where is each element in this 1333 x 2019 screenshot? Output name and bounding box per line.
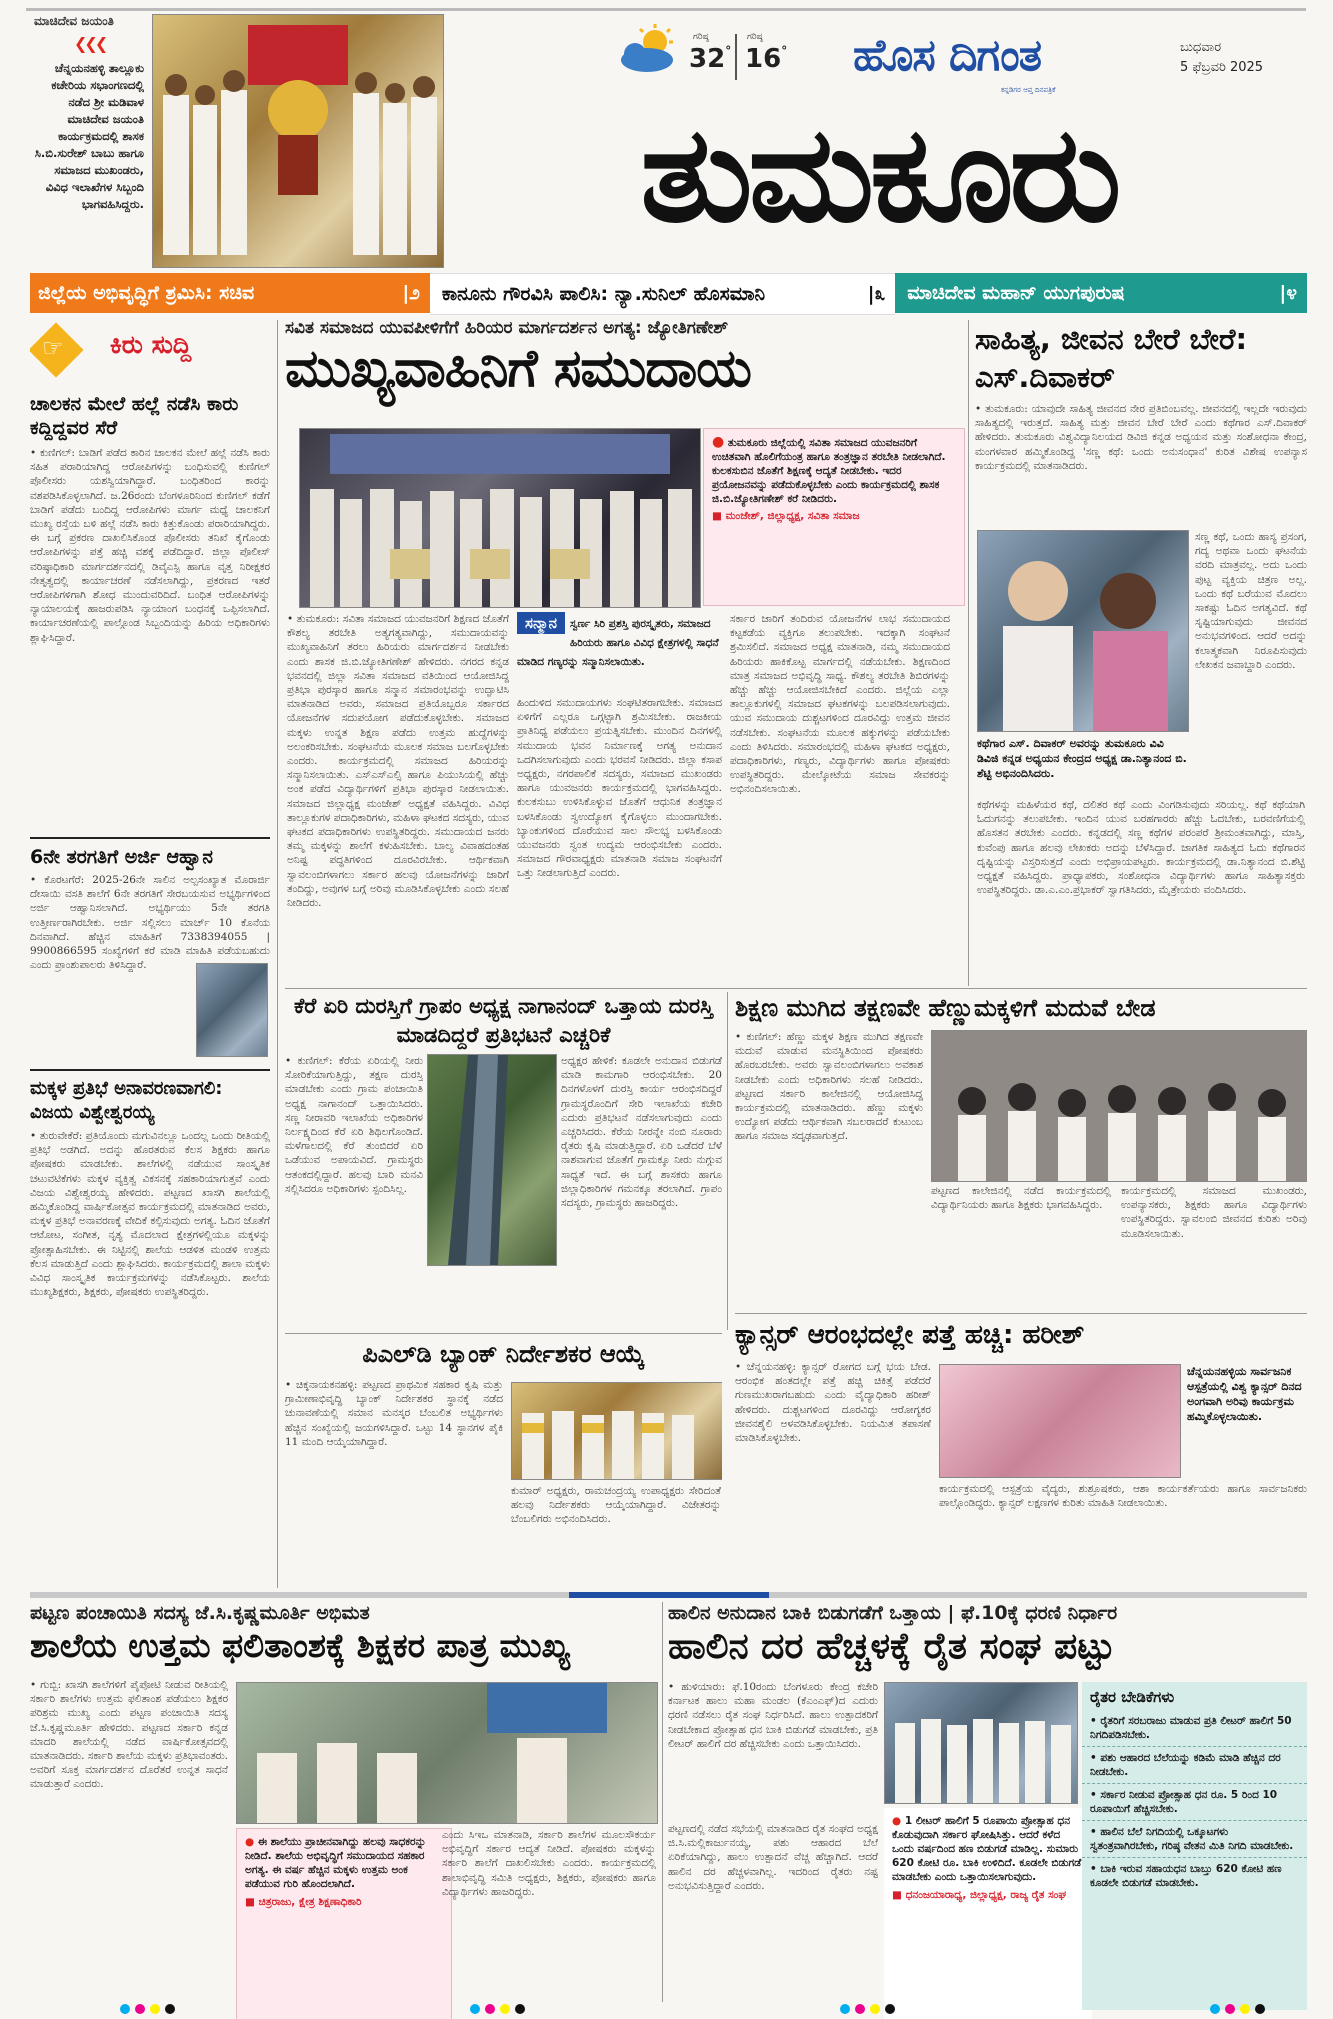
- marriage-body-1: • ಕುಣಿಗಲ್: ಹೆಣ್ಣು ಮಕ್ಕಳ ಶಿಕ್ಷಣ ಮುಗಿದ ತಕ್ಷಣವೇ ಮದುವೆ ಮಾಡುವ ಮನಸ್ಥಿತಿಯಿಂದ ಪೋಷಕರು ಹೊರಬರಬೇಕು. ಅವರು ಸ್ವಾವಲಂಬಿಗಳಾಗಲು ಅವಕಾಶ ನೀಡಬೇಕು ಎಂದು ಅಧಿಕಾರಿಗಳು ಸಲಹೆ ನೀಡಿದರು. ಪಟ್ಟಣದ ಸರ್ಕಾರಿ ಕಾಲೇಜಿನಲ್ಲಿ ಆಯೋಜಿಸಿದ್ದ ಕಾರ್ಯಕ್ರಮದಲ್ಲಿ ಮಾತನಾಡಿದರು. ಹೆಣ್ಣು ಮಕ್ಕಳು ಉದ್ಯೋಗ ಪಡೆದು ಆರ್ಥಿಕವಾಗಿ ಸಬಲರಾದರೆ ಕುಟುಂಬ ಹಾಗೂ ಸಮಾಜ ಸದೃಢವಾಗುತ್ತದೆ.: [735, 1031, 923, 1143]
- pointing-hand-icon: ☞: [42, 334, 64, 362]
- lead-body-3: ಸರ್ಕಾರ ಜಾರಿಗೆ ತಂದಿರುವ ಯೋಜನೆಗಳ ಲಾಭ ಸಮುದಾಯದ ಕಟ್ಟಕಡೆಯ ವ್ಯಕ್ತಿಗೂ ತಲುಪಬೇಕು. ಇದಕ್ಕಾಗಿ ಸಂಘಟನೆ ಶ್ರಮಿಸಲಿದೆ. ಸಮಾಜದ ಅಧ್ಯಕ್ಷ ಮಾತನಾಡಿ, ನಮ್ಮ ಸಮುದಾಯದ ಹಿರಿಯರು ಹಾಕಿಕೊಟ್ಟ ಮಾರ್ಗದಲ್ಲಿ ನಡೆಯಬೇಕು. ಶಿಕ್ಷಣದಿಂದ ಮಾತ್ರ ಸಮಾಜದ ಅಭಿವೃದ್ಧಿ ಸಾಧ್ಯ. ಕೌಶಲ್ಯ ತರಬೇತಿ ಶಿಬಿರಗಳನ್ನು ಹೆಚ್ಚು ಹೆಚ್ಚು ಆಯೋಜಿಸಬೇಕಿದೆ ಎಂದರು. ಜಿಲ್ಲೆಯ ಎಲ್ಲಾ ತಾಲ್ಲೂಕುಗಳಲ್ಲಿ ಸಮಾಜದ ಘಟಕಗಳನ್ನು ಬಲಪಡಿಸಲಾಗುವುದು. ಯುವ ಸಮುದಾಯ ದುಶ್ಚಟಗಳಿಂದ ದೂರವಿದ್ದು ಉತ್ತಮ ಜೀವನ ನಡೆಸಬೇಕು. ಸಂಘಟನೆಯ ಮೂಲಕ ಹಕ್ಕುಗಳನ್ನು ಪಡೆಯಬೇಕು ಎಂದು ತಿಳಿಸಿದರು. ಸಮಾರಂಭದಲ್ಲಿ ಮಹಿಳಾ ಘಟಕದ ಅಧ್ಯಕ್ಷರು, ಪದಾಧಿಕಾರಿಗಳು, ಗಣ್ಯರು, ವಿದ್ಯಾರ್ಥಿಗಳು ಹಾಗೂ ಪೋಷಕರು ಉಪಸ್ಥಿತರಿದ್ದರು. ಮೇಲ್ಕೋಟೆಯ ಸಮಾಜ ಸೇವಕರನ್ನು ಅಭಿನಂದಿಸಲಾಯಿತು.: [730, 613, 950, 796]
- milk-kicker: ಹಾಲಿನ ಅನುದಾನ ಬಾಕಿ ಬಿಡುಗಡೆಗೆ ಒತ್ತಾಯ | ಫೆ.10ಕ್ಕೆ ಧರಣಿ ನಿರ್ಧಾರ: [668, 1602, 1118, 1624]
- school-photo: [236, 1682, 658, 1824]
- school-caption: ● ಈ ಶಾಲೆಯು ಪ್ರಾಚೀನವಾಗಿದ್ದು ಹಲವು ಸಾಧಕರನ್ನು ನೀಡಿದೆ. ಶಾಲೆಯ ಅಭಿವೃದ್ಧಿಗೆ ಸಮುದಾಯದ ಸಹಕಾರ ಅಗತ್ಯ. ಈ ವರ್ಷ ಹೆಚ್ಚಿನ ಮಕ್ಕಳು ಉತ್ತಮ ಅಂಕ ಪಡೆಯುವ ಗುರಿ ಹೊಂದಲಾಗಿದೆ. ■ ಚಿತ್ರರಾಜು, ಕ್ಷೇತ್ರ ಶಿಕ್ಷಣಾಧಿಕಾರಿ: [236, 1828, 452, 2019]
- milk-caption: ● 1 ಲೀಟರ್ ಹಾಲಿಗೆ 5 ರೂಪಾಯಿ ಪ್ರೋತ್ಸಾಹ ಧನ ಕೊಡುವುದಾಗಿ ಸರ್ಕಾರ ಘೋಷಿಸಿತ್ತು. ಆದರೆ ಕಳೆದ ಒಂದು ವರ್ಷದಿಂದ ಹಣ ಬಿಡುಗಡೆ ಮಾಡಿಲ್ಲ. ಸುಮಾರು 620 ಕೋಟಿ ರೂ. ಬಾಕಿ ಉಳಿದಿದೆ. ಕೂಡಲೇ ಬಿಡುಗಡೆ ಮಾಡಬೇಕು ಎಂದು ಒತ್ತಾಯಿಸಲಾಗುವುದು. ■ ಧನಂಜಯಾರಾಧ್ಯ, ಜಿಲ್ಲಾಧ್ಯಕ್ಷ, ರಾಜ್ಯ ರೈತ ಸಂಘ: [884, 1808, 1092, 2019]
- pld-photo: [511, 1382, 722, 1480]
- kiru-story-2-head: 6ನೇ ತರಗತಿಗೆ ಅರ್ಜಿ ಆಹ್ವಾನ: [30, 846, 213, 868]
- demand-3: • ಸರ್ಕಾರ ನೀಡುವ ಪ್ರೋತ್ಸಾಹ ಧನ ರೂ. 5 ರಿಂದ 10 ರೂಪಾಯಿಗೆ ಹೆಚ್ಚಿಸಬೇಕು.: [1082, 1784, 1307, 1821]
- index-item-3[interactable]: [895, 273, 1307, 313]
- demand-2: • ಪಶು ಆಹಾರದ ಬೆಲೆಯನ್ನು ಕಡಿಮೆ ಮಾಡಿ ಹೆಚ್ಚಿನ ದರ ನೀಡಬೇಕು.: [1082, 1747, 1307, 1784]
- demands-title: ರೈತರ ಬೇಡಿಕೆಗಳು: [1090, 1688, 1175, 1706]
- index-item-3-label: ಮಾಚಿದೇವ ಮಹಾನ್ ಯುಗಪುರುಷ: [907, 282, 1125, 304]
- demand-4: • ಹಾಲಿನ ಬೆಲೆ ನಿಗದಿಯಲ್ಲಿ ಒಕ್ಕೂಟಗಳು ಸ್ವತಂತ್ರವಾಗಿರಬೇಕು, ಗರಿಷ್ಠ ವೇತನ ಮಿತಿ ನಿಗದಿ ಮಾಡಬೇಕು.: [1082, 1821, 1307, 1858]
- diwakar-body-2: ಕಥೆಗಳನ್ನು ಮಹಿಳೆಯರ ಕಥೆ, ದಲಿತರ ಕಥೆ ಎಂದು ವಿಂಗಡಿಸುವುದು ಸರಿಯಲ್ಲ. ಕಥೆ ಕಥೆಯಾಗಿ ಓದುಗನನ್ನು ತಲುಪಬೇಕು. ಇಂದಿನ ಯುವ ಬರಹಗಾರರು ಹೆಚ್ಚು ಓದಬೇಕು, ಬರವಣಿಗೆಯಲ್ಲಿ ಹೊಸತನ ತರಬೇಕು ಎಂದರು. ಕನ್ನಡದಲ್ಲಿ ಸಣ್ಣ ಕಥೆಗಳ ಪರಂಪರೆ ಶ್ರೀಮಂತವಾಗಿದ್ದು, ಮಾಸ್ತಿ, ಕುವೆಂಪು ಹಾಗೂ ಹಲವು ಲೇಖಕರು ಅದನ್ನು ಬೆಳೆಸಿದ್ದಾರೆ. ಜಾಗತಿಕ ಸಾಹಿತ್ಯದ ಓದು ಕಥೆಗಾರನ ದೃಷ್ಟಿಯನ್ನು ವಿಸ್ತರಿಸುತ್ತದೆ ಎಂದು ಅಭಿಪ್ರಾಯಪಟ್ಟರು. ಕಾರ್ಯಕ್ರಮದಲ್ಲಿ ಡಾ.ನಿತ್ಯಾನಂದ ಬಿ.ಶೆಟ್ಟಿ ಅಧ್ಯಕ್ಷತೆ ವಹಿಸಿದ್ದರು. ಪ್ರಾಧ್ಯಾಪಕರು, ಸಂಶೋಧನಾ ವಿದ್ಯಾರ್ಥಿಗಳು ಹಾಗೂ ಸಾಹಿತ್ಯಾಸಕ್ತರು ಉಪಸ್ಥಿತರಿದ್ದರು. ಡಾ.ಎ.ಎಂ.ಪ್ರಭಾಕರ್ ಸ್ವಾಗತಿಸಿದರು, ಮೈತ್ರೇಯರು ವಂದಿಸಿದರು.: [977, 799, 1305, 897]
- weather-max: 32°: [689, 44, 732, 74]
- brand-sub: ಕನ್ನಡಿಗರ ಆಪ್ತ ದಿನಪತ್ರಿಕೆ: [1001, 86, 1056, 94]
- row-rule-1: [285, 988, 1307, 989]
- kiru-header: [30, 320, 270, 380]
- kiru-story-3-head: ಮಕ್ಕಳ ಪ್ರತಿಭೆ ಅನಾವರಣವಾಗಲಿ: ವಿಜಯ ವಿಶ್ವೇಶ್ವರಯ್ಯ: [30, 1078, 223, 1123]
- kiru-column: [30, 320, 270, 1588]
- bottom-band-rule: [30, 1592, 1307, 1598]
- demand-1: • ರೈತರಿಗೆ ಸರಬರಾಜು ಮಾಡುವ ಪ್ರತಿ ಲೀಟರ್ ಹಾಲಿಗೆ 50 ನಿಗದಿಪಡಿಸಬೇಕು.: [1082, 1710, 1307, 1747]
- brand-logo: ಹೊಸ ದಿಗಂತ: [853, 30, 1042, 81]
- marriage-headline: ಶಿಕ್ಷಣ ಮುಗಿದ ತಕ್ಷಣವೇ ಹೆಣ್ಣುಮಕ್ಕಳಿಗೆ ಮದುವೆ ಬೇಡ: [735, 994, 1156, 1022]
- pld-body-1: • ಚಿಕ್ಕನಾಯಕನಹಳ್ಳಿ: ಪಟ್ಟಣದ ಪ್ರಾಥಮಿಕ ಸಹಕಾರ ಕೃಷಿ ಮತ್ತು ಗ್ರಾಮೀಣಾಭಿವೃದ್ಧಿ ಬ್ಯಾಂಕ್ ನಿರ್ದೇಶಕರ ಸ್ಥಾನಕ್ಕೆ ನಡೆದ ಚುನಾವಣೆಯಲ್ಲಿ ಸಮಾನ ಮನಸ್ಕರ ಬೆಂಬಲಿತ ಅಭ್ಯರ್ಥಿಗಳು ಹೆಚ್ಚಿನ ಸಂಖ್ಯೆಯಲ್ಲಿ ಜಯಗಳಿಸಿದ್ದಾರೆ. ಒಟ್ಟು 14 ಸ್ಥಾನಗಳ ಪೈಕಿ 11 ಮಂದಿ ಆಯ್ಕೆಯಾಗಿದ್ದಾರೆ.: [285, 1379, 503, 1448]
- registration-marks-far: [1210, 2004, 1265, 2014]
- flame-icon: ●: [892, 1815, 902, 1827]
- diwakar-body-side: ಸಣ್ಣ ಕಥೆ, ಒಂದು ಹಾಸ್ಯ ಪ್ರಸಂಗ, ಗದ್ಯ ಅಥವಾ ಒಂದು ಘಟನೆಯ ವರದಿ ಮಾತ್ರವಲ್ಲ. ಅದು ಒಂದು ಪುಟ್ಟ ವ್ಯಕ್ತಿಯ ಚಿತ್ರಣ ಅಲ್ಲ. ಒಂದು ಕಥೆ ಬರೆಯುವ ಮೊದಲು ಸಾಕಷ್ಟು ಓದಿನ ಅಗತ್ಯವಿದೆ. ಕಥೆ ಸೃಷ್ಟಿಯಾಗುವುದು ಜೀವನದ ಅನುಭವಗಳಿಂದ. ಆದರೆ ಅದನ್ನು ಕಲಾತ್ಮಕವಾಗಿ ನಿರೂಪಿಸುವುದು ಲೇಖಕನ ಜವಾಬ್ದಾರಿ ಎಂದರು.: [1195, 531, 1307, 671]
- index-item-3-page: |೪: [1279, 282, 1297, 304]
- chevron-left-icon: ❮❮❮: [74, 34, 106, 53]
- milk-story: [668, 1602, 1307, 2019]
- ear-kicker: ಮಾಚಿದೇವ ಜಯಂತಿ: [34, 14, 114, 28]
- marriage-photo-caption: ಪಟ್ಟಣದ ಕಾಲೇಜಿನಲ್ಲಿ ನಡೆದ ಕಾರ್ಯಕ್ರಮದಲ್ಲಿ ವಿದ್ಯಾರ್ಥಿನಿಯರು ಹಾಗೂ ಶಿಕ್ಷಕರು ಭಾಗವಹಿಸಿದ್ದರು.: [931, 1185, 1111, 1212]
- kiru-story-1-head: ಚಾಲಕನ ಮೇಲೆ ಹಲ್ಲೆ ನಡೆಸಿ ಕಾರು ಕದ್ದಿದ್ದವರ ಸೆರೆ: [30, 393, 239, 439]
- row-rule-3: [735, 1313, 1307, 1314]
- kiru-story-2-photo: [196, 963, 268, 1057]
- kiru-story-2: [30, 873, 270, 1063]
- kiru-divider-2: [30, 1069, 270, 1071]
- cancer-photo: [939, 1364, 1181, 1478]
- lead-caption: ● ತುಮಕೂರು ಜಿಲ್ಲೆಯಲ್ಲಿ ಸವಿತಾ ಸಮಾಜದ ಯುವಜನರಿಗೆ ಉಚಿತವಾಗಿ ಹೊಲಿಗೆಯಂತ್ರ ಹಾಗೂ ತಂತ್ರಜ್ಞಾನ ತರಬೇತಿ ನೀಡಲಾಗಿದೆ. ಕುಲಕಸುಬಿನ ಜೊತೆಗೆ ಶಿಕ್ಷಣಕ್ಕೆ ಆದ್ಯತೆ ನೀಡಬೇಕು. ಇದರ ಪ್ರಯೋಜನವನ್ನು ಪಡೆದುಕೊಳ್ಳಬೇಕು ಎಂದು ಕಾರ್ಯಕ್ರಮದಲ್ಲಿ ಶಾಸಕ ಜಿ.ಬಿ.ಜ್ಯೋತಿಗಣೇಶ್ ಕರೆ ನೀಡಿದರು. ■ ಮಂಜೇಶ್, ಜಿಲ್ಲಾಧ್ಯಕ್ಷ, ಸವಿತಾ ಸಮಾಜ: [703, 428, 965, 606]
- school-kicker: ಪಟ್ಟಣ ಪಂಚಾಯಿತಿ ಸದಸ್ಯ ಜೆ.ಸಿ.ಕೃಷ್ಣಮೂರ್ತಿ ಅಭಿಮತ: [30, 1602, 370, 1624]
- issue-date: 5 ಫೆಬ್ರವರಿ 2025: [1180, 60, 1264, 75]
- lead-sanmana: ಸನ್ಮಾನ ಸ್ವರ್ಣ ಸಿರಿ ಪ್ರಶಸ್ತಿ ಪುರಸ್ಕೃತರು, ಸಮಾಜದ ಹಿರಿಯರು ಹಾಗೂ ವಿವಿಧ ಕ್ಷೇತ್ರಗಳಲ್ಲಿ ಸಾಧನೆ ಮಾಡಿದ ಗಣ್ಯರನ್ನು ಸನ್ಮಾನಿಸಲಾಯಿತು.: [517, 614, 719, 668]
- weather-divider: [735, 34, 737, 80]
- lake-headline: ಕೆರೆ ಏರಿ ದುರಸ್ತಿಗೆ ಗ್ರಾಪಂ ಅಧ್ಯಕ್ಷ ನಾಗಾನಂದ್ ಒತ್ತಾಯ ದುರಸ್ತಿ ಮಾಡದಿದ್ದರೆ ಪ್ರತಿಭಟನೆ ಎಚ್ಚರಿಕೆ: [293, 994, 714, 1047]
- lake-body-2: ಅಧ್ಯಕ್ಷರ ಹೇಳಿಕೆ: ಕೂಡಲೇ ಅನುದಾನ ಬಿಡುಗಡೆ ಮಾಡಿ ಕಾಮಗಾರಿ ಆರಂಭಿಸಬೇಕು. 20 ದಿನಗಳೊಳಗೆ ದುರಸ್ತಿ ಕಾರ್ಯ ಆರಂಭಿಸದಿದ್ದರೆ ಗ್ರಾಮಸ್ಥರೊಂದಿಗೆ ಸೇರಿ ಇಲಾಖೆಯ ಕಚೇರಿ ಎದುರು ಪ್ರತಿಭಟನೆ ನಡೆಸಲಾಗುವುದು ಎಂದು ಎಚ್ಚರಿಸಿದರು. ಕೆರೆಯ ನೀರನ್ನೇ ನಂಬಿ ನೂರಾರು ರೈತರು ಕೃಷಿ ಮಾಡುತ್ತಿದ್ದಾರೆ. ಏರಿ ಒಡೆದರೆ ಬೆಳೆ ನಾಶವಾಗುವ ಜೊತೆಗೆ ಗ್ರಾಮಕ್ಕೂ ನೀರು ನುಗ್ಗುವ ಸಾಧ್ಯತೆ ಇದೆ. ಈ ಬಗ್ಗೆ ಶಾಸಕರು ಹಾಗೂ ಜಿಲ್ಲಾಧಿಕಾರಿಗಳ ಗಮನಕ್ಕೂ ತರಲಾಗಿದೆ. ಗ್ರಾಪಂ ಸದಸ್ಯರು, ಗ್ರಾಮಸ್ಥರು ಹಾಜರಿದ್ದರು.: [561, 1055, 722, 1210]
- registration-marks-mid: [470, 2004, 525, 2014]
- ear-panel: [30, 12, 445, 270]
- cancer-body-1: • ಚೆನ್ನಯನಹಳ್ಳಿ: ಕ್ಯಾನ್ಸರ್ ರೋಗದ ಬಗ್ಗೆ ಭಯ ಬೇಡ. ಆರಂಭಿಕ ಹಂತದಲ್ಲೇ ಪತ್ತೆ ಹಚ್ಚಿ ಚಿಕಿತ್ಸೆ ಪಡೆದರೆ ಗುಣಮುಖರಾಗಬಹುದು ಎಂದು ವೈದ್ಯಾಧಿಕಾರಿ ಹರೀಶ್ ಹೇಳಿದರು. ದುಶ್ಚಟಗಳಿಂದ ದೂರವಿದ್ದು ಆರೋಗ್ಯಕರ ಜೀವನಶೈಲಿ ಅಳವಡಿಸಿಕೊಳ್ಳಬೇಕು. ನಿಯಮಿತ ತಪಾಸಣೆ ಮಾಡಿಸಿಕೊಳ್ಳಬೇಕು.: [735, 1361, 931, 1445]
- milk-photo: [884, 1682, 1078, 1804]
- school-body-1: • ಗುಬ್ಬಿ: ಖಾಸಗಿ ಶಾಲೆಗಳಿಗೆ ಪೈಪೋಟಿ ನೀಡುವ ರೀತಿಯಲ್ಲಿ ಸರ್ಕಾರಿ ಶಾಲೆಗಳು ಉತ್ತಮ ಫಲಿತಾಂಶ ಪಡೆಯಲು ಶಿಕ್ಷಕರ ಪರಿಶ್ರಮ ಮುಖ್ಯ ಎಂದು ಪಟ್ಟಣ ಪಂಚಾಯಿತಿ ಸದಸ್ಯ ಜೆ.ಸಿ.ಕೃಷ್ಣಮೂರ್ತಿ ಹೇಳಿದರು. ಪಟ್ಟಣದ ಸರ್ಕಾರಿ ಕನ್ನಡ ಮಾದರಿ ಶಾಲೆಯಲ್ಲಿ ನಡೆದ ವಾರ್ಷಿಕೋತ್ಸವದಲ್ಲಿ ಮಾತನಾಡಿದರು. ಸರ್ಕಾರಿ ಶಾಲೆಯ ಮಕ್ಕಳು ಪ್ರತಿಭಾವಂತರು. ಅವರಿಗೆ ಸೂಕ್ತ ಮಾರ್ಗದರ್ಶನ ದೊರೆತರೆ ಉನ್ನತ ಸಾಧನೆ ಮಾಡುತ್ತಾರೆ ಎಂದರು.: [30, 1679, 228, 1791]
- city-name: ತುಮಕೂರು: [640, 98, 1118, 252]
- col-rule-2: [968, 320, 969, 986]
- school-body-2: ಎಂದು ಸಿಇಒ ಮಾತನಾಡಿ, ಸರ್ಕಾರಿ ಶಾಲೆಗಳ ಮೂಲಸೌಕರ್ಯ ಅಭಿವೃದ್ಧಿಗೆ ಸರ್ಕಾರ ಆದ್ಯತೆ ನೀಡಿದೆ. ಪೋಷಕರು ಮಕ್ಕಳನ್ನು ಸರ್ಕಾರಿ ಶಾಲೆಗೆ ದಾಖಲಿಸಬೇಕು ಎಂದರು. ಕಾರ್ಯಕ್ರಮದಲ್ಲಿ ಶಾಲಾಭಿವೃದ್ಧಿ ಸಮಿತಿ ಅಧ್ಯಕ್ಷರು, ಶಿಕ್ಷಕರು, ಪೋಷಕರು ಹಾಗೂ ವಿದ್ಯಾರ್ಥಿಗಳು ಹಾಜರಿದ್ದರು.: [442, 1829, 656, 1898]
- milk-body-1: • ಹುಳಿಯಾರು: ಫೆ.10ರಂದು ಬೆಂಗಳೂರು ಕೇಂದ್ರ ಕಚೇರಿ ಕರ್ನಾಟಕ ಹಾಲು ಮಹಾ ಮಂಡಲ (ಕೆಎಂಎಫ್)ದ ಎದುರು ಧರಣಿ ನಡೆಸಲು ರೈತ ಸಂಘ ನಿರ್ಧರಿಸಿದೆ. ಹಾಲು ಉತ್ಪಾದಕರಿಗೆ ನೀಡಬೇಕಾದ ಪ್ರೋತ್ಸಾಹ ಧನ ಬಾಕಿ ಬಿಡುಗಡೆ ಮಾಡಬೇಕು, ಪ್ರತಿ ಲೀಟರ್ ಹಾಲಿಗೆ ದರ ಹೆಚ್ಚಿಸಬೇಕು ಎಂದು ಒತ್ತಾಯಿಸಿದರು.: [668, 1681, 878, 1750]
- cancer-story: [735, 1318, 1307, 1588]
- ear-photo: [152, 14, 444, 268]
- lead-story: [285, 318, 965, 986]
- diwakar-photo-caption: ಕಥೆಗಾರ ಎಸ್. ದಿವಾಕರ್ ಅವರನ್ನು ತುಮಕೂರು ವಿವಿ ಡಿವಿಜಿ ಕನ್ನಡ ಅಧ್ಯಯನ ಕೇಂದ್ರದ ಅಧ್ಯಕ್ಷ ಡಾ.ನಿತ್ಯಾನಂದ ಬಿ. ಶೆಟ್ಟಿ ಅಭಿನಂದಿಸಿದರು.: [977, 737, 1187, 780]
- ear-text: ಚೆನ್ನಯನಹಳ್ಳಿ ತಾಲ್ಲೂಕು ಕಚೇರಿಯ ಸಭಾಂಗಣದಲ್ಲಿ ನಡೆದ ಶ್ರೀ ಮಡಿವಾಳ ಮಾಚಿದೇವ ಜಯಂತಿ ಕಾರ್ಯಕ್ರಮದಲ್ಲಿ ಶಾಸಕ ಸಿ.ಬಿ.ಸುರೇಶ್ ಬಾಬು ಹಾಗೂ ಸಮಾಜದ ಮುಖಂಡರು, ವಿವಿಧ ಇಲಾಖೆಗಳ ಸಿಬ್ಬಂದಿ ಭಾಗವಹಿಸಿದ್ದರು.: [34, 61, 144, 211]
- kiru-story-2-body: • ಕೊರಟಗೆರೆ: 2025-26ನೇ ಸಾಲಿನ ಅಲ್ಪಸಂಖ್ಯಾತ ಮೊರಾರ್ಜಿ ದೇಸಾಯಿ ವಸತಿ ಶಾಲೆಗೆ 6ನೇ ತರಗತಿಗೆ ಸೇರಬಯಸುವ ಅಭ್ಯರ್ಥಿಗಳಿಂದ ಅರ್ಜಿ ಆಹ್ವಾನಿಸಲಾಗಿದೆ. ಅಭ್ಯರ್ಥಿಯು 5ನೇ ತರಗತಿ ಉತ್ತೀರ್ಣರಾಗಿರಬೇಕು. ಅರ್ಜಿ ಸಲ್ಲಿಸಲು ಮಾರ್ಚ್ 10 ಕೊನೆಯ ದಿನವಾಗಿದೆ. ಹೆಚ್ಚಿನ ಮಾಹಿತಿಗೆ 7338394055 | 9900866595 ಸಂಖ್ಯೆಗಳಿಗೆ ಕರೆ ಮಾಡಿ ಮಾಹಿತಿ ಪಡೆಯಬಹುದು ಎಂದು ಪ್ರಾಂಶುಪಾಲರು ತಿಳಿಸಿದ್ದಾರೆ.: [30, 874, 270, 972]
- flame-icon: ●: [245, 1836, 255, 1848]
- col-rule-1: [277, 320, 278, 1588]
- kiru-story-3-body: • ತುರುವೇಕೆರೆ: ಪ್ರತಿಯೊಂದು ಮಗುವಿನಲ್ಲೂ ಒಂದಲ್ಲ ಒಂದು ರೀತಿಯಲ್ಲಿ ಪ್ರತಿಭೆ ಅಡಗಿದೆ. ಅದನ್ನು ಹೊರತರುವ ಕೆಲಸ ಶಿಕ್ಷಕರು ಹಾಗೂ ಪೋಷಕರು ಮಾಡಬೇಕು. ಶಾಲೆಗಳಲ್ಲಿ ನಡೆಯುವ ಸಾಂಸ್ಕೃತಿಕ ಚಟುವಟಿಕೆಗಳು ಮಕ್ಕಳ ವ್ಯಕ್ತಿತ್ವ ವಿಕಸನಕ್ಕೆ ಸಹಕಾರಿಯಾಗುತ್ತವೆ ಎಂದು ವಿಜಯ ವಿಶ್ವೇಶ್ವರಯ್ಯ ಹೇಳಿದರು. ಪಟ್ಟಣದ ಖಾಸಗಿ ಶಾಲೆಯಲ್ಲಿ ಹಮ್ಮಿಕೊಂಡಿದ್ದ ವಾರ್ಷಿಕೋತ್ಸವ ಕಾರ್ಯಕ್ರಮದಲ್ಲಿ ಮಾತನಾಡಿದ ಅವರು, ಮಕ್ಕಳ ಪ್ರತಿಭೆ ಅನಾವರಣಕ್ಕೆ ವೇದಿಕೆ ಕಲ್ಪಿಸುವುದು ಅಗತ್ಯ. ಓದಿನ ಜೊತೆಗೆ ಆಟೋಟ, ಸಂಗೀತ, ನೃತ್ಯ ಮೊದಲಾದ ಕ್ಷೇತ್ರಗಳಲ್ಲಿಯೂ ಮಕ್ಕಳನ್ನು ಪ್ರೋತ್ಸಾಹಿಸಬೇಕು. ಈ ನಿಟ್ಟಿನಲ್ಲಿ ಶಾಲೆಯ ಆಡಳಿತ ಮಂಡಳಿ ಉತ್ತಮ ಕೆಲಸ ಮಾಡುತ್ತಿದೆ ಎಂದು ಶ್ಲಾಘಿಸಿದರು. ಕಾರ್ಯಕ್ರಮದಲ್ಲಿ ಶಾಲಾ ಮಕ್ಕಳು ವಿವಿಧ ಸಾಂಸ್ಕೃತಿಕ ಕಾರ್ಯಕ್ರಮಗಳನ್ನು ನಡೆಸಿಕೊಟ್ಟರು. ಶಾಲೆಯ ಮುಖ್ಯಶಿಕ್ಷಕರು, ಶಿಕ್ಷಕರು, ಪೋಷಕರು ಉಪಸ್ಥಿತರಿದ್ದರು.: [30, 1130, 270, 1299]
- masthead: [445, 12, 1307, 270]
- registration-marks-left: [120, 2004, 175, 2014]
- index-item-2-label: ಕಾನೂನು ಗೌರವಿಸಿ ಪಾಲಿಸಿ: ನ್ಯಾ.ಸುನಿಲ್ ಹೊಸಮಾನಿ: [441, 283, 766, 305]
- col-rule-4: [662, 1602, 663, 2002]
- index-item-2-page: |೩: [867, 283, 886, 305]
- kiru-title: ಕಿರು ಸುದ್ದಿ: [110, 330, 192, 359]
- diwakar-body-1: • ತುಮಕೂರು: ಯಾವುದೇ ಸಾಹಿತ್ಯ ಜೀವನದ ನೇರ ಪ್ರತಿಬಿಂಬವಲ್ಲ. ಜೀವನದಲ್ಲಿ ಇಲ್ಲದೇ ಇರುವುದು ಸಾಹಿತ್ಯದಲ್ಲಿ ಇರುತ್ತದೆ. ಸಾಹಿತ್ಯ ಮತ್ತು ಜೀವನ ಬೇರೆ ಬೇರೆ ಎಂದು ಕಥೆಗಾರ ಎಸ್.ದಿವಾಕರ್ ಹೇಳಿದರು. ತುಮಕೂರು ವಿಶ್ವವಿದ್ಯಾನಿಲಯದ ಡಿವಿಜಿ ಕನ್ನಡ ಅಧ್ಯಯನ ಮತ್ತು ಸಂಶೋಧನಾ ಕೇಂದ್ರ, ಮಂಗಳವಾರ ಹಮ್ಮಿಕೊಂಡಿದ್ದ 'ಸಣ್ಣ ಕಥೆ: ಒಂದು ಅನುಸಂಧಾನ' ಕುರಿತ ವಿಶೇಷ ಉಪನ್ಯಾಸ ಕಾರ್ಯಕ್ರಮದಲ್ಲಿ ಮಾತನಾಡಿದರು.: [975, 403, 1307, 472]
- lead-kicker: ಸವಿತ ಸಮಾಜದ ಯುವಪೀಳಿಗೆಗೆ ಹಿರಿಯರ ಮಾರ್ಗದರ್ಶನ ಅಗತ್ಯ: ಜ್ಯೋತಿಗಣೇಶ್: [285, 318, 729, 338]
- demands-box: [1082, 1682, 1307, 2010]
- lake-body-1: • ಕುಣಿಗಲ್: ಕೆರೆಯ ಏರಿಯಲ್ಲಿ ನೀರು ಸೋರಿಕೆಯಾಗುತ್ತಿದ್ದು, ತಕ್ಷಣ ದುರಸ್ತಿ ಮಾಡಬೇಕು ಎಂದು ಗ್ರಾಮ ಪಂಚಾಯಿತಿ ಅಧ್ಯಕ್ಷ ನಾಗಾನಂದ್ ಒತ್ತಾಯಿಸಿದರು. ಸಣ್ಣ ನೀರಾವರಿ ಇಲಾಖೆಯ ಅಧಿಕಾರಿಗಳ ನಿರ್ಲಕ್ಷ್ಯದಿಂದ ಕೆರೆ ಏರಿ ಶಿಥಿಲಗೊಂಡಿದೆ. ಮಳೆಗಾಲದಲ್ಲಿ ಕೆರೆ ತುಂಬಿದರೆ ಏರಿ ಒಡೆಯುವ ಅಪಾಯವಿದೆ. ಗ್ರಾಮಸ್ಥರು ಆತಂಕದಲ್ಲಿದ್ದಾರೆ. ಹಲವು ಬಾರಿ ಮನವಿ ಸಲ್ಲಿಸಿದರೂ ಅಧಿಕಾರಿಗಳು ಸ್ಪಂದಿಸಿಲ್ಲ.: [285, 1055, 423, 1195]
- flame-icon: ●: [712, 434, 725, 450]
- weather-min-label: ಗರಿಷ್ಠ: [747, 32, 763, 42]
- school-caption-credit: ■ ಚಿತ್ರರಾಜು, ಕ್ಷೇತ್ರ ಶಿಕ್ಷಣಾಧಿಕಾರಿ: [245, 1896, 362, 1908]
- index-strip: [30, 273, 1307, 313]
- pld-body-2: ಕುಮಾರ್ ಅಧ್ಯಕ್ಷರು, ರಾಮಚಂದ್ರಯ್ಯ ಉಪಾಧ್ಯಕ್ಷರು ಸೇರಿದಂತೆ ಹಲವು ನಿರ್ದೇಶಕರು ಆಯ್ಕೆಯಾಗಿದ್ದಾರೆ. ವಿಜೇತರನ್ನು ಬೆಂಬಲಿಗರು ಅಭಿನಂದಿಸಿದರು.: [511, 1485, 721, 1526]
- diwakar-photo: [977, 530, 1189, 732]
- kiru-story-1-body: • ಕುಣಿಗಲ್: ಬಾಡಿಗೆ ಪಡೆದ ಕಾರಿನ ಚಾಲಕನ ಮೇಲೆ ಹಲ್ಲೆ ನಡೆಸಿ ಕಾರು ಸಹಿತ ಪರಾರಿಯಾಗಿದ್ದ ಆರೋಪಿಗಳನ್ನು ಬಂಧಿಸುವಲ್ಲಿ ಕುಣಿಗಲ್ ಪೊಲೀಸರು ಯಶಸ್ವಿಯಾಗಿದ್ದಾರೆ. ಬಂಧಿತರಿಂದ ಕಾರನ್ನು ವಶಪಡಿಸಿಕೊಳ್ಳಲಾಗಿದೆ. ಜ.26ರಂದು ಬೆಂಗಳೂರಿನಿಂದ ಕುಣಿಗಲ್ ಕಡೆಗೆ ಬಾಡಿಗೆ ಪಡೆದು ಬಂದಿದ್ದ ಆರೋಪಿಗಳು ಮಾರ್ಗ ಮಧ್ಯೆ ಚಾಲಕನಿಗೆ ಮುಖ್ಯ ರಸ್ತೆಯ ಬಳಿ ಹಲ್ಲೆ ನಡೆಸಿ ಕಾರು ಕಿತ್ತುಕೊಂಡು ಪರಾರಿಯಾಗಿದ್ದರು. ಈ ಬಗ್ಗೆ ಪ್ರಕರಣ ದಾಖಲಿಸಿಕೊಂಡ ಪೊಲೀಸರು ತನಿಖೆ ಕೈಗೊಂಡು ಆರೋಪಿಗಳನ್ನು ಪತ್ತೆ ಹಚ್ಚಿ ವಶಕ್ಕೆ ಪಡೆದಿದ್ದಾರೆ. ಜಿಲ್ಲಾ ಪೊಲೀಸ್ ವರಿಷ್ಠಾಧಿಕಾರಿ ಮಾರ್ಗದರ್ಶನದಲ್ಲಿ ಡಿವೈಎಸ್ಪಿ ಹಾಗೂ ವೃತ್ತ ನಿರೀಕ್ಷಕರ ನೇತೃತ್ವದಲ್ಲಿ ಕಾರ್ಯಾಚರಣೆ ನಡೆಸಲಾಗಿದ್ದು, ಪ್ರಕರಣದ ಇತರೆ ಆರೋಪಿಗಳಿಗಾಗಿ ಶೋಧ ಮುಂದುವರಿದಿದೆ. ಬಂಧಿತ ಆರೋಪಿಗಳನ್ನು ನ್ಯಾಯಾಲಯಕ್ಕೆ ಹಾಜರುಪಡಿಸಿ ನ್ಯಾಯಾಂಗ ಬಂಧನಕ್ಕೆ ಒಪ್ಪಿಸಲಾಗಿದೆ. ಕಾರ್ಯಾಚರಣೆಯಲ್ಲಿ ಪಾಲ್ಗೊಂಡ ಸಿಬ್ಬಂದಿಯನ್ನು ಹಿರಿಯ ಅಧಿಕಾರಿಗಳು ಶ್ಲಾಘಿಸಿದ್ದಾರೆ.: [30, 447, 270, 644]
- kiru-divider-1: [30, 837, 270, 839]
- cancer-body-2: ಕಾರ್ಯಕ್ರಮದಲ್ಲಿ ಆಸ್ಪತ್ರೆಯ ವೈದ್ಯರು, ಶುಶ್ರೂಷಕರು, ಆಶಾ ಕಾರ್ಯಕರ್ತೆಯರು ಹಾಗೂ ಸಾರ್ವಜನಿಕರು ಪಾಲ್ಗೊಂಡಿದ್ದರು. ಕ್ಯಾನ್ಸರ್ ಲಕ್ಷಣಗಳ ಕುರಿತು ಮಾಹಿತಿ ನೀಡಲಾಯಿತು.: [939, 1483, 1307, 1510]
- lead-body-2: ಹಿಂದುಳಿದ ಸಮುದಾಯಗಳು ಸಂಘಟಿತರಾಗಬೇಕು. ಸಮಾಜದ ಏಳಿಗೆಗೆ ಎಲ್ಲರೂ ಒಗ್ಗಟ್ಟಾಗಿ ಶ್ರಮಿಸಬೇಕು. ರಾಜಕೀಯ ಪ್ರಾತಿನಿಧ್ಯ ಪಡೆಯಲು ಪ್ರಯತ್ನಿಸಬೇಕು. ಮುಂದಿನ ದಿನಗಳಲ್ಲಿ ಸಮುದಾಯ ಭವನ ನಿರ್ಮಾಣಕ್ಕೆ ಅಗತ್ಯ ಅನುದಾನ ಒದಗಿಸಲಾಗುವುದು ಎಂದು ಭರವಸೆ ನೀಡಿದರು. ಜಿಲ್ಲಾ ಕಸಾಪ ಅಧ್ಯಕ್ಷರು, ನಗರಪಾಲಿಕೆ ಸದಸ್ಯರು, ಸಮಾಜದ ಮುಖಂಡರು ಹಾಗೂ ಯುವಜನರು ಕಾರ್ಯಕ್ರಮದಲ್ಲಿ ಭಾಗವಹಿಸಿದ್ದರು. ಕುಲಕಸುಬು ಉಳಿಸಿಕೊಳ್ಳುವ ಜೊತೆಗೆ ಆಧುನಿಕ ತಂತ್ರಜ್ಞಾನ ಬಳಸಿಕೊಂಡು ಸ್ವಉದ್ಯೋಗ ಕೈಗೊಳ್ಳಲು ಮುಂದಾಗಬೇಕು. ಬ್ಯಾಂಕುಗಳಿಂದ ದೊರೆಯುವ ಸಾಲ ಸೌಲಭ್ಯ ಬಳಸಿಕೊಂಡು ಯುವಜನರು ಸ್ವಂತ ಉದ್ಯಮ ಆರಂಭಿಸಬೇಕು ಎಂದರು. ಸಮಾಜದ ಗೌರವಾಧ್ಯಕ್ಷರು ಮಾತನಾಡಿ ಸಮಾಜ ಸಂಘಟನೆಗೆ ಒತ್ತು ನೀಡಲಾಗುತ್ತಿದೆ ಎಂದರು.: [517, 697, 722, 880]
- lead-photo: [299, 428, 701, 608]
- diwakar-headline: ಸಾಹಿತ್ಯ, ಜೀವನ ಬೇರೆ ಬೇರೆ: ಎಸ್.ದಿವಾಕರ್: [975, 322, 1248, 394]
- index-item-2[interactable]: [430, 273, 895, 315]
- issue-day: ಬುಧವಾರ: [1180, 40, 1222, 55]
- sanmana-label: ಸನ್ಮಾನ: [517, 612, 565, 634]
- index-item-1[interactable]: [30, 273, 430, 313]
- sun-cloud-icon: [615, 24, 685, 74]
- milk-caption-credit: ■ ಧನಂಜಯಾರಾಧ್ಯ, ಜಿಲ್ಲಾಧ್ಯಕ್ಷ, ರಾಜ್ಯ ರೈತ ಸಂಘ: [892, 1889, 1067, 1901]
- lake-story: [285, 992, 722, 1330]
- lake-photo: [427, 1054, 557, 1266]
- milk-body-2: ಪಟ್ಟಣದಲ್ಲಿ ನಡೆದ ಸಭೆಯಲ್ಲಿ ಮಾತನಾಡಿದ ರೈತ ಸಂಘದ ಅಧ್ಯಕ್ಷ ಜಿ.ಸಿ.ಮಲ್ಲಿಕಾರ್ಜುನಯ್ಯ, ಪಶು ಆಹಾರದ ಬೆಲೆ ಏರಿಕೆಯಾಗಿದ್ದು, ಹಾಲು ಉತ್ಪಾದನೆ ವೆಚ್ಚ ಹೆಚ್ಚಾಗಿದೆ. ಆದರೆ ಹಾಲಿನ ದರ ಹೆಚ್ಚಳವಾಗಿಲ್ಲ. ಇದರಿಂದ ರೈತರು ನಷ್ಟ ಅನುಭವಿಸುತ್ತಿದ್ದಾರೆ ಎಂದರು.: [668, 1823, 878, 1892]
- pld-headline: ಪಿಎಲ್‌ಡಿ ಬ್ಯಾಂಕ್ ನಿರ್ದೇಶಕರ ಆಯ್ಕೆ: [362, 1340, 645, 1368]
- pld-story: [285, 1338, 722, 1588]
- diwakar-story: [975, 320, 1307, 986]
- cancer-headline: ಕ್ಯಾನ್ಸರ್ ಆರಂಭದಲ್ಲೇ ಪತ್ತೆ ಹಚ್ಚಿ: ಹರೀಶ್: [735, 1320, 1085, 1350]
- marriage-story: [735, 992, 1307, 1310]
- marriage-body-2: ಕಾರ್ಯಕ್ರಮದಲ್ಲಿ ಸಮಾಜದ ಮುಖಂಡರು, ಉಪನ್ಯಾಸಕರು, ಶಿಕ್ಷಕರು ಹಾಗೂ ವಿದ್ಯಾರ್ಥಿಗಳು ಉಪಸ್ಥಿತರಿದ್ದರು. ಸ್ವಾವಲಂಬಿ ಜೀವನದ ಕುರಿತು ಅರಿವು ಮೂಡಿಸಲಾಯಿತು.: [1121, 1185, 1307, 1240]
- lead-caption-credit: ■ ಮಂಜೇಶ್, ಜಿಲ್ಲಾಧ್ಯಕ್ಷ, ಸವಿತಾ ಸಮಾಜ: [712, 510, 860, 522]
- school-story: [30, 1602, 660, 2019]
- row-rule-2: [285, 1333, 722, 1334]
- weather-max-label: ಗರಿಷ್ಠ: [693, 32, 709, 42]
- milk-headline: ಹಾಲಿನ ದರ ಹೆಚ್ಚಳಕ್ಕೆ ರೈತ ಸಂಘ ಪಟ್ಟು: [668, 1626, 1115, 1667]
- top-rule: [26, 8, 1306, 11]
- cancer-photo-caption: ಚೆನ್ನಯನಹಳ್ಳಿಯ ಸಾರ್ವಜನಿಕ ಆಸ್ಪತ್ರೆಯಲ್ಲಿ ವಿಶ್ವ ಕ್ಯಾನ್ಸರ್ ದಿನದ ಅಂಗವಾಗಿ ಅರಿವು ಕಾರ್ಯಕ್ರಮ ಹಮ್ಮಿಕೊಳ್ಳಲಾಯಿತು.: [1187, 1365, 1302, 1423]
- lead-headline: ಮುಖ್ಯವಾಹಿನಿಗೆ ಸಮುದಾಯ: [285, 339, 751, 399]
- index-item-1-label: ಜಿಲ್ಲೆಯ ಅಭಿವೃದ್ಧಿಗೆ ಶ್ರಮಿಸಿ: ಸಚಿವ: [38, 282, 255, 304]
- school-headline: ಶಾಲೆಯ ಉತ್ತಮ ಫಲಿತಾಂಶಕ್ಕೆ ಶಿಕ್ಷಕರ ಪಾತ್ರ ಮುಖ್ಯ: [30, 1626, 571, 1665]
- weather-min: 16°: [745, 44, 788, 74]
- col-rule-3: [727, 992, 728, 1330]
- registration-marks-right: [840, 2004, 895, 2014]
- demand-5: • ಬಾಕಿ ಇರುವ ಸಹಾಯಧನ ಬಾಬ್ತು 620 ಕೋಟಿ ಹಣ ಕೂಡಲೇ ಬಿಡುಗಡೆ ಮಾಡಬೇಕು.: [1090, 1863, 1282, 1889]
- lead-body-1: • ತುಮಕೂರು: ಸವಿತಾ ಸಮಾಜದ ಯುವಜನರಿಗೆ ಶಿಕ್ಷಣದ ಜೊತೆಗೆ ಕೌಶಲ್ಯ ತರಬೇತಿ ಅತ್ಯಗತ್ಯವಾಗಿದ್ದು, ಸಮುದಾಯವನ್ನು ಮುಖ್ಯವಾಹಿನಿಗೆ ತರಲು ಹಿರಿಯರು ಮಾರ್ಗದರ್ಶನ ನೀಡಬೇಕು ಎಂದು ಶಾಸಕ ಜಿ.ಬಿ.ಜ್ಯೋತಿಗಣೇಶ್ ಹೇಳಿದರು. ನಗರದ ಕನ್ನಡ ಭವನದಲ್ಲಿ ಜಿಲ್ಲಾ ಸವಿತಾ ಸಮಾಜದ ವತಿಯಿಂದ ಆಯೋಜಿಸಿದ್ದ ಪ್ರತಿಭಾ ಪುರಸ್ಕಾರ ಹಾಗೂ ಸನ್ಮಾನ ಸಮಾರಂಭವನ್ನು ಉದ್ಘಾಟಿಸಿ ಮಾತನಾಡಿದ ಅವರು, ಸಮಾಜದ ಪ್ರತಿಯೊಬ್ಬರೂ ಸರ್ಕಾರದ ಯೋಜನೆಗಳ ಸದುಪಯೋಗ ಪಡೆದುಕೊಳ್ಳಬೇಕು. ಸಮಾಜದ ಮಕ್ಕಳು ಉನ್ನತ ಶಿಕ್ಷಣ ಪಡೆದು ಉತ್ತಮ ಹುದ್ದೆಗಳನ್ನು ಅಲಂಕರಿಸಬೇಕು. ಸಂಘಟನೆಯ ಮೂಲಕ ಸಮಾಜ ಬಲಗೊಳ್ಳಬೇಕು ಎಂದರು. ಕಾರ್ಯಕ್ರಮದಲ್ಲಿ ಸಮಾಜದ ಹಿರಿಯರನ್ನು ಸನ್ಮಾನಿಸಲಾಯಿತು. ಎಸ್ಎಸ್ಎಲ್ಸಿ ಹಾಗೂ ಪಿಯುಸಿಯಲ್ಲಿ ಹೆಚ್ಚು ಅಂಕ ಪಡೆದ ವಿದ್ಯಾರ್ಥಿಗಳಿಗೆ ಪ್ರತಿಭಾ ಪುರಸ್ಕಾರ ನೀಡಲಾಯಿತು. ಸಮಾಜದ ಜಿಲ್ಲಾಧ್ಯಕ್ಷ ಮಂಜೇಶ್ ಅಧ್ಯಕ್ಷತೆ ವಹಿಸಿದ್ದರು. ವಿವಿಧ ತಾಲ್ಲೂಕುಗಳ ಪದಾಧಿಕಾರಿಗಳು, ಮಹಿಳಾ ಘಟಕದ ಸದಸ್ಯರು, ಯುವ ಘಟಕದ ಪದಾಧಿಕಾರಿಗಳು ಉಪಸ್ಥಿತರಿದ್ದರು. ಸಮುದಾಯದ ಜನರು ತಮ್ಮ ಮಕ್ಕಳನ್ನು ಶಾಲೆಗೆ ಕಳುಹಿಸಬೇಕು. ಬಾಲ್ಯ ವಿವಾಹದಂತಹ ಅನಿಷ್ಟ ಪದ್ಧತಿಗಳಿಂದ ದೂರವಿರಬೇಕು. ಆರ್ಥಿಕವಾಗಿ ಸ್ವಾವಲಂಬಿಗಳಾಗಲು ಸರ್ಕಾರ ಹಲವು ಯೋಜನೆಗಳನ್ನು ಜಾರಿಗೆ ತಂದಿದ್ದು, ಅವುಗಳ ಬಗ್ಗೆ ಅರಿವು ಮೂಡಿಸಿಕೊಳ್ಳಬೇಕು ಎಂದು ಸಲಹೆ ನೀಡಿದರು.: [287, 613, 509, 910]
- marriage-photo: [931, 1030, 1307, 1182]
- index-item-1-page: |೨: [402, 282, 420, 304]
